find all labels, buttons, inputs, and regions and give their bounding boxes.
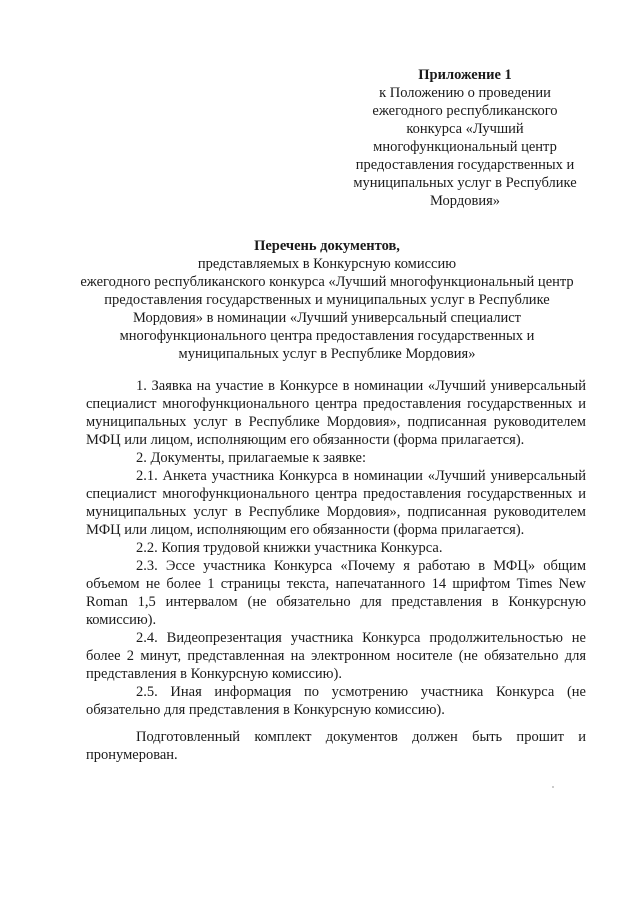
heading-line: многофункционального центра предоставления государственных и [119,328,535,344]
appendix-line: предоставления государственных и [355,157,575,173]
list-item-2-1: 2.1. Анкета участника Конкурса в номинации «Лучший универсальный специалист многофункционального центра предоставления государственных и муниципальных услуг в Республике Мордовия», подписанная руководителем МФЦ или лицом, исполняющим его обязанности (форма прилагается). [86,468,586,538]
list-item-2: 2. Документы, прилагаемые к заявке: [136,450,366,466]
appendix-line: Мордовия» [430,193,500,209]
list-item-2-3: 2.3. Эссе участника Конкурса «Почему я работаю в МФЦ» общим объемом не более 1 страницы текста, напечатанного 14 шрифтом Times New Roman 1,5 интервалом (не обязательно для представления в Конкурсную комиссию). [86,558,586,628]
heading-line: предоставления государственных и муниципальных услуг в Республике [104,292,550,308]
list-item-1: 1. Заявка на участие в Конкурсе в номинации «Лучший универсальный специалист многофункционального центра предоставления государственных и муниципальных услуг в Республике Мордовия», подписанная руководителем МФЦ или лицом, исполняющим его обязанности (форма прилагается). [86,378,586,448]
appendix-title: Приложение 1 [418,67,512,83]
scan-speck [552,786,554,788]
document-heading [40,237,614,363]
heading-title: Перечень документов, [254,238,400,254]
list-item-2-5: 2.5. Иная информация по усмотрению участника Конкурса (не обязательно для представления в Конкурсную комиссию). [86,684,586,718]
list-item-2-2: 2.2. Копия трудовой книжки участника Конкурса. [136,540,443,556]
appendix-line: многофункциональный центр [373,139,557,155]
heading-line: представляемых в Конкурсную комиссию [197,256,457,272]
appendix-line: конкурса «Лучший [406,121,524,137]
closing-paragraph: Подготовленный комплект документов должен быть прошит и пронумерован. [86,729,586,763]
document-list [86,377,586,719]
list-item-2-4: 2.4. Видеопрезентация участника Конкурса продолжительностью не более 2 минут, представленная на электронном носителе (не обязательно для представления в Конкурсную комиссию). [86,630,586,682]
heading-line: ежегодного республиканского конкурса «Лучший многофункциональный центр [80,274,574,290]
heading-line: Мордовия» в номинации «Лучший универсальный специалист [132,310,522,326]
appendix-line: к Положению о проведении [379,85,551,101]
appendix-line: муниципальных услуг в Республике [353,175,577,191]
appendix-line: ежегодного республиканского [372,103,558,119]
appendix-header [330,66,600,210]
heading-line: муниципальных услуг в Республике Мордовия» [178,346,476,362]
